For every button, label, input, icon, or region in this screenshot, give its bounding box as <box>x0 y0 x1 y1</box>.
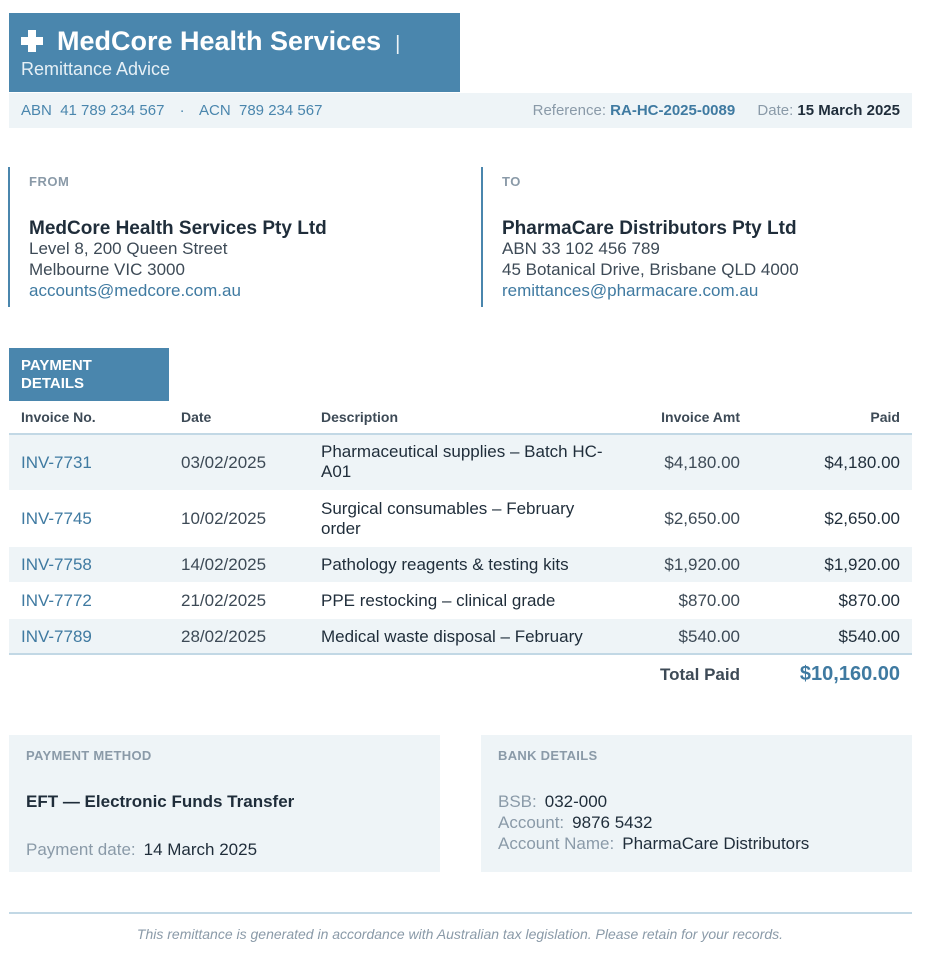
header-banner <box>9 13 460 92</box>
from-party <box>8 167 440 307</box>
reference-value: RA-HC-2025-0089 <box>610 102 736 119</box>
bank-details-label: BANK DETAILS <box>498 748 598 763</box>
column-header-paid: Paid <box>870 409 900 425</box>
invoice-date: 03/02/2025 <box>181 453 267 472</box>
invoice-number[interactable]: INV-7745 <box>21 509 92 528</box>
invoice-number[interactable]: INV-7789 <box>21 627 92 646</box>
to-abn-line: ABN 33 102 456 789 <box>502 239 660 258</box>
to-name: PharmaCare Distributors Pty Ltd <box>502 218 797 239</box>
table-row <box>9 583 912 618</box>
from-address-line-2: Melbourne VIC 3000 <box>29 260 185 279</box>
paid-amount: $4,180.00 <box>824 453 900 472</box>
invoice-description: Surgical consumables – February order <box>321 499 575 538</box>
invoice-description: Pharmaceutical supplies – Batch HC-A01 <box>321 442 603 481</box>
column-header-invoice: Invoice No. <box>21 409 96 425</box>
total-paid-label: Total Paid <box>660 665 740 684</box>
total-paid-value: $10,160.00 <box>799 663 900 685</box>
payment-method-label: PAYMENT METHOD <box>26 748 152 763</box>
paid-amount: $2,650.00 <box>824 509 900 528</box>
invoice-amount: $870.00 <box>678 591 740 610</box>
identifier-bar <box>9 93 912 128</box>
title-separator: | <box>395 33 401 55</box>
column-header-description: Description <box>321 409 399 425</box>
payment-method-panel <box>9 735 440 872</box>
invoice-description: Pathology reagents & testing kits <box>321 555 569 574</box>
invoice-date: 14/02/2025 <box>181 555 267 574</box>
invoice-number[interactable]: INV-7731 <box>21 453 92 472</box>
account-value: 9876 5432 <box>572 813 653 832</box>
document-subtitle: Remittance Advice <box>21 59 171 79</box>
date-value: 15 March 2025 <box>797 102 900 119</box>
footer-note: This remittance is generated in accordance with Australian tax legislation. Please retain for your records. <box>136 926 784 942</box>
payment-method-value: EFT — Electronic Funds Transfer <box>26 792 295 811</box>
account-name-value: PharmaCare Distributors <box>622 834 810 853</box>
from-label: FROM <box>29 174 70 189</box>
date-label: Date: <box>757 102 794 119</box>
from-name: MedCore Health Services Pty Ltd <box>29 218 327 239</box>
acn-value: 789 234 567 <box>239 102 323 119</box>
reference-label: Reference: <box>532 102 606 119</box>
company-numbers <box>21 102 322 119</box>
paid-amount: $540.00 <box>838 627 900 646</box>
payment-date-label: Payment date: <box>26 840 136 859</box>
table-row <box>9 547 912 582</box>
invoice-amount: $1,920.00 <box>664 555 740 574</box>
acn-label: ACN <box>198 102 231 119</box>
to-label: TO <box>502 174 521 189</box>
separator-dot: · <box>179 102 185 119</box>
from-address-line-1: Level 8, 200 Queen Street <box>29 239 228 258</box>
column-header-date: Date <box>181 409 212 425</box>
from-email-link[interactable]: accounts@medcore.com.au <box>29 281 241 300</box>
medical-cross-icon <box>21 30 43 52</box>
payment-table-header <box>9 402 912 435</box>
invoice-description: Medical waste disposal – February <box>321 627 583 646</box>
table-bottom-rule <box>9 653 912 655</box>
invoice-amount: $2,650.00 <box>664 509 740 528</box>
payment-date-value: 14 March 2025 <box>143 840 258 859</box>
bsb-value: 032-000 <box>544 792 608 811</box>
invoice-amount: $4,180.00 <box>664 453 740 472</box>
paid-amount: $870.00 <box>838 591 900 610</box>
abn-value: 41 789 234 567 <box>60 102 165 119</box>
account-line <box>498 813 653 833</box>
bsb-label: BSB: <box>498 792 537 811</box>
paid-amount: $1,920.00 <box>824 555 900 574</box>
payment-details-tab <box>9 348 169 401</box>
account-label: Account: <box>498 813 565 832</box>
invoice-date: 10/02/2025 <box>181 509 267 528</box>
footer-rule <box>9 912 912 914</box>
to-address-line: 45 Botanical Drive, Brisbane QLD 4000 <box>502 260 799 279</box>
column-header-invoice-amount: Invoice Amt <box>661 409 740 425</box>
company-title: MedCore Health Services <box>57 26 382 56</box>
payment-details-label: PAYMENT DETAILS <box>21 357 92 392</box>
reference-and-date <box>533 102 900 119</box>
table-row <box>9 491 912 546</box>
to-email-link[interactable]: remittances@pharmacare.com.au <box>502 281 759 300</box>
invoice-date: 21/02/2025 <box>181 591 267 610</box>
table-row <box>9 435 912 490</box>
account-name-label: Account Name: <box>498 834 615 853</box>
payment-date-line <box>26 840 257 860</box>
invoice-description: PPE restocking – clinical grade <box>321 591 556 610</box>
invoice-number[interactable]: INV-7772 <box>21 591 92 610</box>
to-party <box>481 167 913 307</box>
invoice-date: 28/02/2025 <box>181 627 267 646</box>
invoice-amount: $540.00 <box>678 627 740 646</box>
table-row <box>9 619 912 653</box>
invoice-number[interactable]: INV-7758 <box>21 555 92 574</box>
account-name-line <box>498 834 809 854</box>
abn-label: ABN <box>21 102 52 119</box>
bank-details-panel <box>481 735 912 872</box>
bsb-line <box>498 792 607 812</box>
header-title-line <box>21 25 400 60</box>
